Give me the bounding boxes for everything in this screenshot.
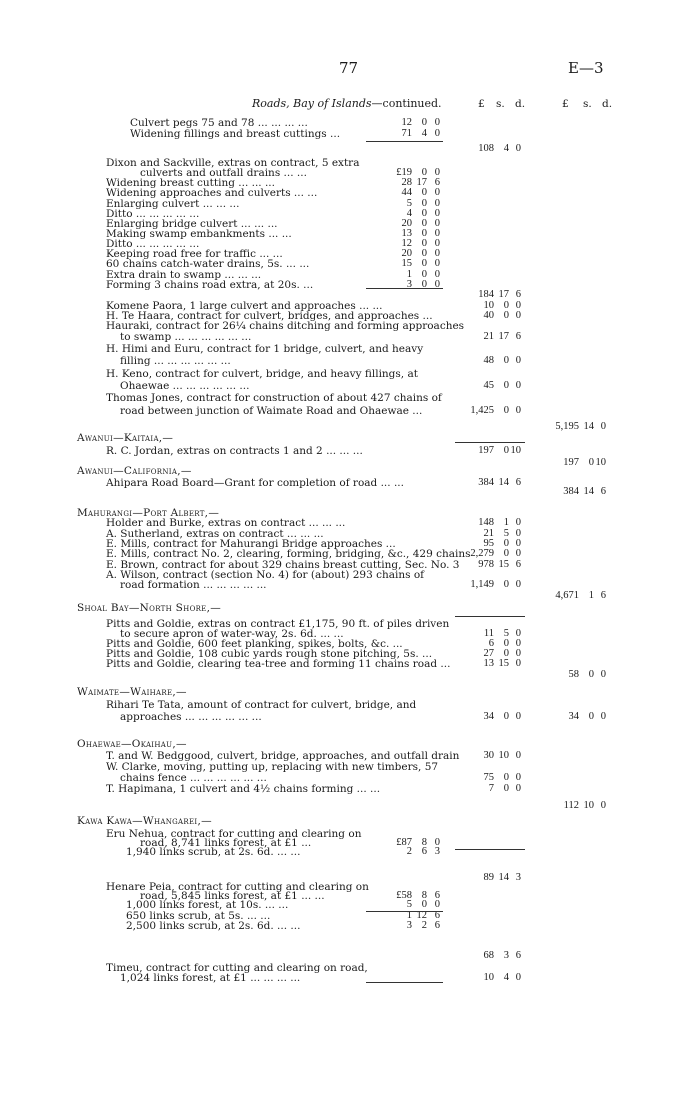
amount-total-pence: 0 — [600, 800, 606, 811]
amount-sub-shillings: 4 — [503, 143, 509, 154]
amount-sub-pence: 0 — [515, 310, 521, 321]
section-heading: Waimate—Waihare,— — [77, 686, 187, 698]
section-heading: Awanui—Kaitaia,— — [77, 432, 174, 444]
entry-text: Hauraki, contract for 26¼ chains ditching and forming approaches — [106, 320, 465, 332]
amount-sub-shillings: 15 — [498, 559, 509, 570]
heading-italic: Roads, Bay of Islands — [252, 97, 372, 110]
section-heading: Mahurangi—Port Albert,— — [77, 507, 220, 519]
amount-total-pence: 10 — [595, 457, 606, 468]
amount-sub-pence: 6 — [515, 289, 521, 300]
amount-inner-shillings: 0 — [421, 248, 427, 259]
amount-inner-pounds: £58 — [396, 890, 412, 901]
amount-sub-pence: 0 — [515, 772, 521, 783]
amount-inner-shillings: 4 — [421, 128, 427, 139]
amount-inner-pence: 0 — [434, 167, 440, 178]
amount-inner-pence: 0 — [434, 279, 440, 290]
amount-inner-pence: 0 — [434, 117, 440, 128]
amount-sub-shillings: 3 — [503, 950, 509, 961]
amount-sub-pence: 3 — [515, 872, 521, 883]
amount-total-pounds: 4,671 — [555, 590, 579, 601]
amount-sub-pence: 10 — [510, 445, 521, 456]
sum-rule — [455, 616, 525, 617]
amount-total-shillings: 0 — [588, 669, 594, 680]
entry-text: culverts and outfall drains ... ... — [140, 167, 307, 179]
amount-sub-pence: 0 — [515, 143, 521, 154]
amount-sub-pence: 6 — [515, 477, 521, 488]
amount-inner-pounds: 20 — [401, 248, 412, 259]
amount-inner-shillings: 2 — [421, 920, 427, 931]
amount-sub-pence: 6 — [515, 950, 521, 961]
entry-text: Widening approaches and culverts ... ... — [106, 187, 318, 199]
amount-inner-shillings: 0 — [421, 238, 427, 249]
amount-sub-pence: 0 — [515, 380, 521, 391]
entry-text: Keeping road free for traffic ... ... — [106, 248, 283, 260]
amount-sub-shillings: 17 — [498, 331, 509, 342]
entry-text: A. Wilson, contract (section No. 4) for (about) 293 chains of — [106, 569, 425, 581]
entry-text: E. Mills, contract for Mahurangi Bridge approaches ... — [106, 538, 396, 550]
amount-inner-pence: 6 — [434, 177, 440, 188]
amount-sub-shillings: 4 — [503, 972, 509, 983]
amount-sub-shillings: 0 — [503, 405, 509, 416]
amount-sub-shillings: 0 — [503, 548, 509, 559]
amount-sub-pence: 6 — [515, 331, 521, 342]
entry-text: H. Himi and Euru, contract for 1 bridge, culvert, and heavy — [106, 343, 424, 355]
col-pence-2: d. — [602, 98, 613, 110]
amount-inner-shillings: 17 — [416, 177, 427, 188]
amount-sub-shillings: 14 — [498, 477, 509, 488]
amount-inner-shillings: 0 — [421, 279, 427, 290]
amount-sub-pounds: 89 — [483, 872, 494, 883]
amount-inner-pounds: 3 — [406, 920, 412, 931]
amount-sub-shillings: 0 — [503, 711, 509, 722]
amount-sub-shillings: 0 — [503, 310, 509, 321]
entry-text: E. Mills, contract No. 2, clearing, forming, bridging, &c., 429 chains — [106, 548, 471, 560]
amount-sub-pounds: 48 — [483, 355, 494, 366]
amount-inner-pence: 0 — [434, 837, 440, 848]
amount-sub-shillings: 10 — [498, 750, 509, 761]
amount-total-pence: 6 — [600, 486, 606, 497]
amount-sub-pounds: 34 — [483, 711, 494, 722]
amount-sub-shillings: 0 — [503, 638, 509, 649]
amount-inner-pounds: 1 — [406, 910, 412, 921]
amount-sub-shillings: 5 — [503, 628, 509, 639]
amount-total-shillings: 1 — [588, 590, 594, 601]
entry-text: R. C. Jordan, extras on contracts 1 and 2 ... ... ... — [106, 445, 363, 457]
section-heading: Awanui—California,— — [77, 465, 192, 477]
entry-text: Komene Paora, 1 large culvert and approaches ... ... — [106, 300, 383, 312]
amount-inner-pounds: £87 — [396, 837, 412, 848]
amount-inner-pounds: 12 — [401, 238, 412, 249]
amount-sub-shillings: 0 — [503, 648, 509, 659]
entry-text: Pitts and Goldie, extras on contract £1,175, 90 ft. of piles driven — [106, 618, 450, 630]
entry-text: Widening breast cutting ... ... ... — [106, 177, 275, 189]
entry-text: 650 links scrub, at 5s. ... ... — [126, 910, 271, 922]
entry-text: 1,940 links scrub, at 2s. 6d. ... ... — [126, 846, 301, 858]
amount-sub-pounds: 978 — [478, 559, 494, 570]
amount-sub-pence: 0 — [515, 405, 521, 416]
amount-inner-shillings: 0 — [421, 218, 427, 229]
amount-sub-pence: 0 — [515, 750, 521, 761]
amount-total-pence: 0 — [600, 711, 606, 722]
amount-sub-shillings: 0 — [503, 380, 509, 391]
amount-inner-shillings: 6 — [421, 846, 427, 857]
amount-sub-pounds: 2,279 — [470, 548, 494, 559]
amount-sub-shillings: 17 — [498, 289, 509, 300]
amount-sub-pounds: 27 — [483, 648, 494, 659]
amount-inner-pence: 0 — [434, 258, 440, 269]
col-pound-2: £ — [562, 98, 569, 110]
entry-text: Dixon and Sackville, extras on contract, 5 extra — [106, 157, 360, 169]
amount-sub-shillings: 15 — [498, 658, 509, 669]
entry-text: Ditto ... ... ... ... ... — [106, 238, 200, 250]
amount-sub-pence: 0 — [515, 538, 521, 549]
amount-sub-pence: 0 — [515, 648, 521, 659]
amount-sub-pence: 0 — [515, 972, 521, 983]
amount-inner-pounds: 5 — [406, 899, 412, 910]
col-pence-1: d. — [515, 98, 526, 110]
amount-total-shillings: 10 — [583, 800, 594, 811]
entry-text: 1,024 links forest, at £1 ... ... ... ... — [120, 972, 301, 984]
section-heading: Kawa Kawa—Whangarei,— — [77, 815, 212, 827]
amount-inner-pence: 3 — [434, 846, 440, 857]
entry-text: Making swamp embankments ... ... — [106, 228, 292, 240]
amount-inner-pounds: 4 — [406, 208, 412, 219]
amount-sub-pence: 0 — [515, 517, 521, 528]
page-number: 77 — [339, 59, 359, 77]
entry-text: Widening fillings and breast cuttings ... — [130, 128, 341, 140]
amount-inner-pence: 0 — [434, 248, 440, 259]
sum-rule — [455, 849, 525, 850]
entry-text: road between junction of Waimate Road and Ohaewae ... — [120, 405, 423, 417]
amount-sub-pence: 0 — [515, 711, 521, 722]
amount-inner-shillings: 0 — [421, 208, 427, 219]
amount-sub-pence: 6 — [515, 559, 521, 570]
amount-total-pounds: 112 — [563, 800, 579, 811]
amount-inner-shillings: 0 — [421, 198, 427, 209]
amount-sub-pounds: 7 — [488, 783, 494, 794]
amount-sub-shillings: 0 — [503, 445, 509, 456]
amount-total-pounds: 5,195 — [555, 421, 579, 432]
entry-text: Henare Peia, contract for cutting and clearing on — [106, 881, 369, 893]
entry-text: Eru Nehua, contract for cutting and clearing on — [106, 828, 362, 840]
amount-inner-shillings: 0 — [421, 187, 427, 198]
amount-sub-shillings: 0 — [503, 772, 509, 783]
entry-text: Rihari Te Tata, amount of contract for culvert, bridge, and — [106, 699, 417, 711]
amount-inner-pence: 0 — [434, 269, 440, 280]
amount-inner-shillings: 0 — [421, 167, 427, 178]
entry-text: road, 8,741 links forest, at £1 ... — [140, 837, 312, 849]
col-pound-1: £ — [478, 98, 485, 110]
amount-inner-pounds: £19 — [396, 167, 412, 178]
amount-inner-pence: 0 — [434, 198, 440, 209]
amount-sub-pounds: 1,425 — [470, 405, 494, 416]
amount-inner-shillings: 8 — [421, 837, 427, 848]
amount-inner-pence: 6 — [434, 890, 440, 901]
series-code: E—3 — [568, 59, 604, 77]
amount-sub-shillings: 1 — [503, 517, 509, 528]
amount-sub-shillings: 14 — [498, 872, 509, 883]
amount-inner-pounds: 28 — [401, 177, 412, 188]
amount-sub-pounds: 1,149 — [470, 579, 494, 590]
entry-text: chains fence ... ... ... ... ... ... — [120, 772, 267, 784]
amount-sub-pounds: 45 — [483, 380, 494, 391]
amount-inner-shillings: 0 — [421, 258, 427, 269]
amount-total-shillings: 0 — [588, 711, 594, 722]
sum-rule — [455, 442, 525, 443]
entry-text: to secure apron of water-way, 2s. 6d. ... ... — [120, 628, 344, 640]
amount-sub-shillings: 0 — [503, 783, 509, 794]
amount-sub-pounds: 21 — [483, 331, 494, 342]
amount-sub-pence: 0 — [515, 628, 521, 639]
entry-text: Culvert pegs 75 and 78 ... ... ... ... — [130, 117, 308, 129]
amount-sub-pence: 0 — [515, 783, 521, 794]
entry-text: Forming 3 chains road extra, at 20s. ... — [106, 279, 314, 291]
amount-sub-shillings: 0 — [503, 300, 509, 311]
amount-total-pounds: 197 — [563, 457, 579, 468]
amount-inner-shillings: 8 — [421, 890, 427, 901]
amount-sub-shillings: 0 — [503, 579, 509, 590]
amount-sub-pounds: 384 — [478, 477, 494, 488]
entry-text: road, 5,845 links forest, at £1 ... ... — [140, 890, 325, 902]
col-shilling-2: s. — [583, 98, 592, 110]
amount-sub-pounds: 184 — [478, 289, 494, 300]
amount-sub-shillings: 0 — [503, 538, 509, 549]
entry-text: H. Keno, contract for culvert, bridge, and heavy fillings, at — [106, 368, 418, 380]
amount-inner-shillings: 12 — [416, 910, 427, 921]
amount-sub-pounds: 95 — [483, 538, 494, 549]
amount-inner-pounds: 12 — [401, 117, 412, 128]
entry-text: filling ... ... ... ... ... ... — [120, 355, 231, 367]
amount-total-pounds: 34 — [568, 711, 579, 722]
entry-text: Ohaewae ... ... ... ... ... ... — [120, 380, 250, 392]
sum-rule — [366, 911, 443, 912]
amount-total-pence: 0 — [600, 669, 606, 680]
entry-text: Thomas Jones, contract for construction of about 427 chains of — [106, 392, 442, 404]
amount-sub-pounds: 75 — [483, 772, 494, 783]
entry-text: 1,000 links forest, at 10s. ... ... — [126, 899, 289, 911]
entry-text: Enlarging bridge culvert ... ... ... — [106, 218, 278, 230]
amount-total-pence: 6 — [600, 590, 606, 601]
amount-sub-pounds: 68 — [483, 950, 494, 961]
sum-rule — [366, 141, 443, 142]
amount-inner-pence: 6 — [434, 920, 440, 931]
amount-total-shillings: 14 — [583, 421, 594, 432]
heading-suffix: —continued. — [371, 97, 442, 110]
amount-sub-pounds: 6 — [488, 638, 494, 649]
section-heading: Shoal Bay—North Shore,— — [77, 602, 222, 614]
amount-total-pounds: 384 — [563, 486, 579, 497]
amount-sub-pence: 0 — [515, 548, 521, 559]
amount-sub-pounds: 30 — [483, 750, 494, 761]
entry-text: Pitts and Goldie, 600 feet planking, spikes, bolts, &c. ... — [106, 638, 403, 650]
entry-text: 60 chains catch-water drains, 5s. ... ... — [106, 258, 310, 270]
entry-text: T. Hapimana, 1 culvert and 4½ chains forming ... ... — [106, 783, 381, 795]
amount-sub-pounds: 11 — [483, 628, 494, 639]
amount-inner-pounds: 3 — [406, 279, 412, 290]
entry-text: E. Brown, contract for about 329 chains breast cutting, Sec. No. 3 — [106, 559, 460, 571]
amount-inner-pence: 0 — [434, 218, 440, 229]
section-heading: Ohaewae—Okaihau,— — [77, 738, 187, 750]
entry-text: Holder and Burke, extras on contract ... ... ... — [106, 517, 346, 529]
amount-sub-pounds: 10 — [483, 972, 494, 983]
amount-sub-pounds: 197 — [478, 445, 494, 456]
entry-text: T. and W. Bedggood, culvert, bridge, approaches, and outfall drain — [106, 750, 460, 762]
amount-sub-pence: 0 — [515, 300, 521, 311]
amount-sub-shillings: 0 — [503, 355, 509, 366]
amount-sub-pounds: 10 — [483, 300, 494, 311]
entry-text: Timeu, contract for cutting and clearing on road, — [106, 962, 368, 974]
amount-sub-pounds: 40 — [483, 310, 494, 321]
entry-text: Pitts and Goldie, clearing tea-tree and forming 11 chains road ... — [106, 658, 451, 670]
amount-sub-pence: 0 — [515, 355, 521, 366]
amount-inner-pence: 0 — [434, 208, 440, 219]
amount-total-pence: 0 — [600, 421, 606, 432]
amount-total-shillings: 14 — [583, 486, 594, 497]
amount-inner-pounds: 44 — [401, 187, 412, 198]
amount-inner-pence: 0 — [434, 238, 440, 249]
amount-sub-pounds: 108 — [478, 143, 494, 154]
amount-sub-pence: 0 — [515, 528, 521, 539]
amount-total-shillings: 0 — [588, 457, 594, 468]
amount-inner-shillings: 0 — [421, 269, 427, 280]
amount-inner-pounds: 5 — [406, 198, 412, 209]
page-heading — [252, 98, 442, 110]
amount-inner-pounds: 2 — [406, 846, 412, 857]
amount-sub-pounds: 13 — [483, 658, 494, 669]
entry-text: Enlarging culvert ... ... ... — [106, 198, 240, 210]
entry-text: 2,500 links scrub, at 2s. 6d. ... ... — [126, 920, 301, 932]
amount-inner-pence: 0 — [434, 187, 440, 198]
amount-sub-pounds: 148 — [478, 517, 494, 528]
amount-inner-shillings: 0 — [421, 228, 427, 239]
entry-text: Ditto ... ... ... ... ... — [106, 208, 200, 220]
amount-inner-pounds: 15 — [401, 258, 412, 269]
amount-sub-pence: 0 — [515, 579, 521, 590]
amount-sub-pence: 0 — [515, 658, 521, 669]
entry-text: H. Te Haara, contract for culvert, bridges, and approaches ... — [106, 310, 433, 322]
amount-inner-pounds: 1 — [406, 269, 412, 280]
amount-inner-shillings: 0 — [421, 117, 427, 128]
entry-text: road formation ... ... ... ... ... — [120, 579, 267, 591]
amount-inner-pence: 6 — [434, 910, 440, 921]
amount-total-pounds: 58 — [568, 669, 579, 680]
entry-text: to swamp ... ... ... ... ... ... — [120, 331, 252, 343]
amount-inner-pounds: 13 — [401, 228, 412, 239]
amount-inner-pence: 0 — [434, 228, 440, 239]
amount-inner-pounds: 71 — [401, 128, 412, 139]
entry-text: Ahipara Road Board—Grant for completion of road ... ... — [106, 477, 404, 489]
sum-rule — [366, 982, 443, 983]
amount-inner-pence: 0 — [434, 128, 440, 139]
entry-text: Extra drain to swamp ... ... ... — [106, 269, 262, 281]
entry-text: A. Sutherland, extras on contract ... ... ... — [106, 528, 324, 540]
amount-sub-pounds: 21 — [483, 528, 494, 539]
amount-inner-pence: 0 — [434, 899, 440, 910]
amount-inner-shillings: 0 — [421, 899, 427, 910]
entry-text: approaches ... ... ... ... ... ... — [120, 711, 262, 723]
entry-text: W. Clarke, moving, putting up, replacing with new timbers, 57 — [106, 761, 439, 773]
amount-sub-shillings: 5 — [503, 528, 509, 539]
col-shilling-1: s. — [496, 98, 505, 110]
entry-text: Pitts and Goldie, 108 cubic yards rough stone pitching, 5s. ... — [106, 648, 433, 660]
amount-sub-pence: 0 — [515, 638, 521, 649]
sum-rule — [366, 288, 443, 289]
amount-inner-pounds: 20 — [401, 218, 412, 229]
